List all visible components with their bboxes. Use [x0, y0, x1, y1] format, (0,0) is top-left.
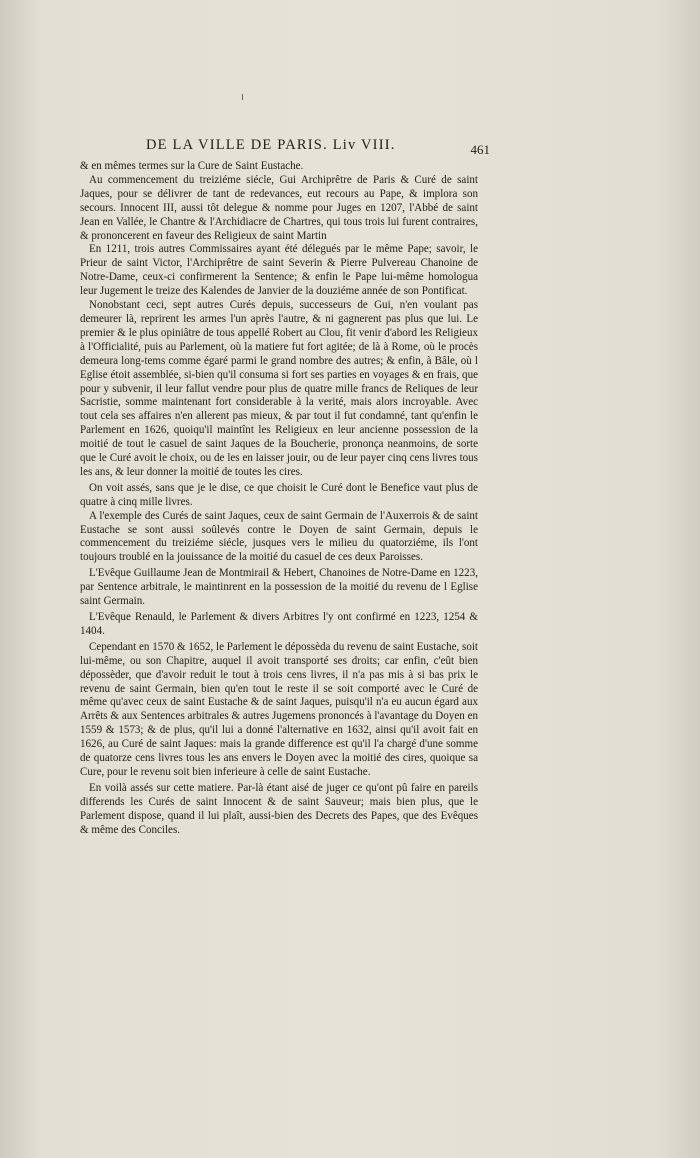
paragraph: L'Evêque Renauld, le Parlement & divers Arbitres l'y ont confirmé en 1223, 1254 & 1404. [80, 611, 478, 637]
paragraph: Au commencement du treiziéme siécle, Gui Archiprêtre de Paris & Curé de saint Jaques, pour se délivrer de tant de redevances, eut recours au Pape, & implora son secours. Innocent III, aussi tôt delegue & nomme pour Juges en 1207, l'Abbé de saint Jean en Vallée, le Chantre & l'Archidiacre de Chartres, qui tous trois lui furent contraires, & prononcerent en faveur des Religieux de saint Martin [80, 173, 478, 242]
paragraph: Cependant en 1570 & 1652, le Parlement le dépossèda du revenu de saint Eustache, soit lui-même, ou son Chapitre, auquel il avoit transporté ses droits; car enfin, c'eût bien dépossèder, que d'avoir reduit le tout à trois cens livres, il n'a pas mis à si bas prix le revenu de saint Germain, bien qu'en tout le reste il se soit comporté avec le Curé de même qu'avec ceux de saint Eustache & de saint Jaques, puisqu'il n'a eu aucun égard aux Arrêts & aux Sentences arbitrales & autres Jugemens prononcés à l'avantage du Doyen en 1559 & 1573; & de plus, qu'il lui a donné l'alternative en 1632, ainsi qu'il avoit fait en 1626, au Curé de saint Jaques: mais la grande difference est qu'il l'a chargé d'une somme de quatorze cens livres tous les ans envers le Doyen avec la moitié des cires, quoique sa Cure, pour le revenu soit bien inferieure à celle de saint Eustache. [80, 640, 478, 778]
paragraph: On voit assés, sans que je le dise, ce que choisit le Curé dont le Benefice vaut plus de quatre à cinq mille livres. [80, 481, 478, 508]
paragraph: L'Evêque Guillaume Jean de Montmirail & Hebert, Chanoines de Notre-Dame en 1223, par Sentence arbitrale, le maintinrent en la possession de la moitié du revenu de l Eglise saint Germain. [80, 567, 478, 608]
paragraph: A l'exemple des Curés de saint Jaques, ceux de saint Germain de l'Auxerrois & de saint Eustache se sont aussi soûlevés contre le Doyen de saint Germain, depuis le commencement du treiziéme siécle, jusques vers le milieu du quatorziéme, ils l'ont toujours troublé en la jouissance de la moitié du casuel de ces deux Paroisses. [80, 509, 478, 564]
page-mark [242, 94, 243, 100]
running-title: DE LA VILLE DE PARIS. Liv VIII. [146, 137, 396, 153]
page-header [146, 137, 490, 157]
paragraph: En 1211, trois autres Commissaires ayant été délegués par le même Pape; savoir, le Prieur de saint Victor, l'Archiprêtre de saint Severin & Pierre Pulvereau Chanoine de Notre-Dame, ceux-ci confirmerent la Sentence; & enfin le Pape lui-même homologua leur Jugement le treize des Kalendes de Janvier de la douziéme année de son Pontificat. [80, 243, 478, 298]
body-text [80, 160, 478, 838]
paragraph: Nonobstant ceci, sept autres Curés depuis, successeurs de Gui, n'en voulant pas demeurer là, reprirent les armes l'un après l'autre, & ni gagnerent pas plus que lui. Le premier & le plus opiniâtre de tous appellé Robert au Clou, fit venir d'abord les Religieux à l'Officialité, puis au Parlement, où la matiere fut fort agitée; de là à Rome, où le procès demeura long-tems comme égaré parmi le grand nombre des autres; & enfin, à Bâle, où l Eglise étoit assemblée, si-bien qu'il consuma si fort ses parties en voyages & en frais, que pour y subvenir, il leur fallut vendre pour plus de quatre mille francs de Reliques de leur Sacristie, somme maintenant fort considerable à la verité, mais alors incroyable. Avec tout cela ses affaires n'en allerent pas mieux, & par tout il fut condamné, tant qu'enfin le Parlement en 1626, quoiqu'il maintînt les Religieux en leur ancienne possession de la moitié de tout le casuel de saint Jaques de la Boucherie, prononça neanmoins, de sorte que le Curé avoit le choix, ou de les en laisser jouir, ou de leur payer cinq cens livres tous les ans, & leur donner la moitié de toutes les cires. [80, 299, 478, 478]
paragraph: En voilà assés sur cette matiere. Par-là étant aisé de juger ce qu'ont pû faire en pareils differends les Curés de saint Innocent & de saint Sauveur; mais bien plus, que le Parlement dispose, quand il lui plaît, aussi-bien des Decrets des Papes, que des Evêques & même des Conciles. [80, 781, 478, 836]
paragraph: & en mêmes termes sur la Cure de Saint Eustache. [80, 160, 304, 172]
page-number: 461 [470, 142, 490, 157]
